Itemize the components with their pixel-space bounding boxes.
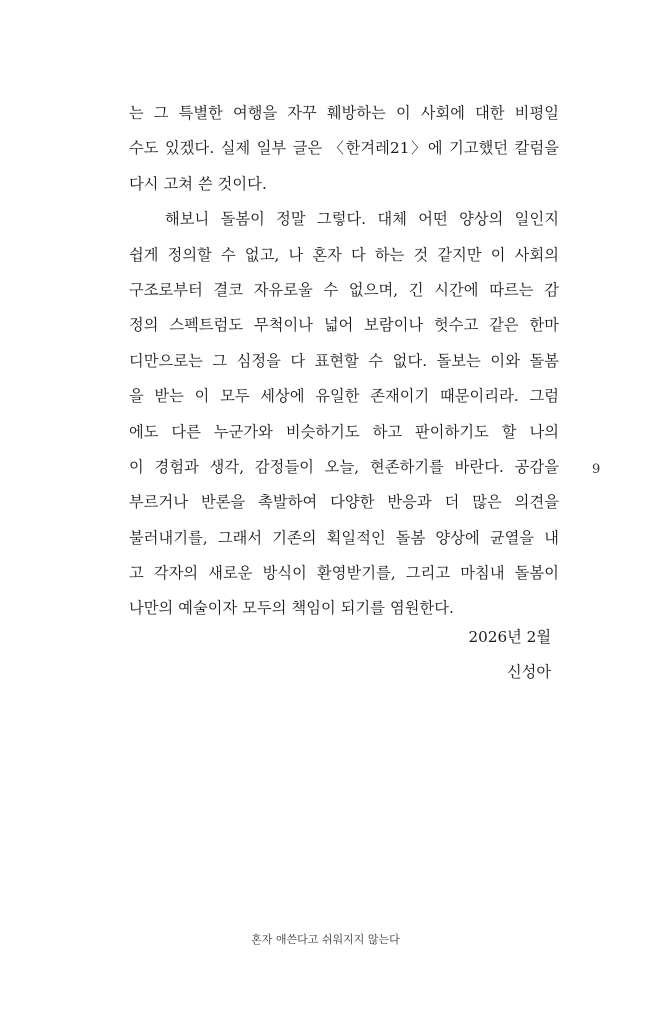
- closing-author: 신성아: [506, 663, 551, 681]
- text-line: 나만의 예술이자 모두의 책임이 되기를 염원한다.: [129, 599, 454, 618]
- running-footer-title: 혼자 애쓴다고 쉬워지지 않는다: [251, 933, 400, 946]
- text-line: 이 경험과 생각, 감정들이 오늘, 현존하기를 바란다. 공감을: [129, 457, 559, 476]
- text-line: 부르거나 반론을 촉발하여 다양한 반응과 더 많은 의견을: [129, 493, 559, 512]
- text-line: 을 받는 이 모두 세상에 유일한 존재이기 때문이리라. 그럼: [129, 387, 559, 406]
- text-line: 고 각자의 새로운 방식이 환영받기를, 그리고 마침내 돌봄이: [129, 564, 559, 583]
- text-line: 구조로부터 결코 자유로울 수 없으며, 긴 시간에 따르는 감: [129, 280, 559, 299]
- page-number: 9: [592, 462, 601, 477]
- text-line: 다시 고쳐 쓴 것이다.: [129, 174, 267, 193]
- text-line: 불러내기를, 그래서 기존의 획일적인 돌봄 양상에 균열을 내: [129, 528, 559, 547]
- text-line: 쉽게 정의할 수 없고, 나 혼자 다 하는 것 같지만 이 사회의: [129, 245, 559, 264]
- text-line: 수도 있겠다. 실제 일부 글은 〈한겨레21〉에 기고했던 칼럼을: [129, 139, 559, 158]
- text-line: 에도 다른 누군가와 비슷하기도 하고 판이하기도 할 나의: [129, 422, 559, 441]
- closing-signature: [469, 620, 551, 690]
- text-line: 는 그 특별한 여행을 자꾸 훼방하는 이 사회에 대한 비평일: [129, 104, 559, 122]
- body-text: [129, 96, 559, 627]
- closing-date: 2026년 2월: [468, 628, 551, 646]
- text-line: 디만으로는 그 심정을 다 표현할 수 없다. 돌보는 이와 돌봄: [129, 351, 559, 370]
- text-line: 정의 스펙트럼도 무척이나 넓어 보람이나 헛수고 같은 한마: [129, 316, 559, 335]
- paragraph-first-line: 해보니 돌봄이 정말 그렇다. 대체 어떤 양상의 일인지: [165, 210, 559, 229]
